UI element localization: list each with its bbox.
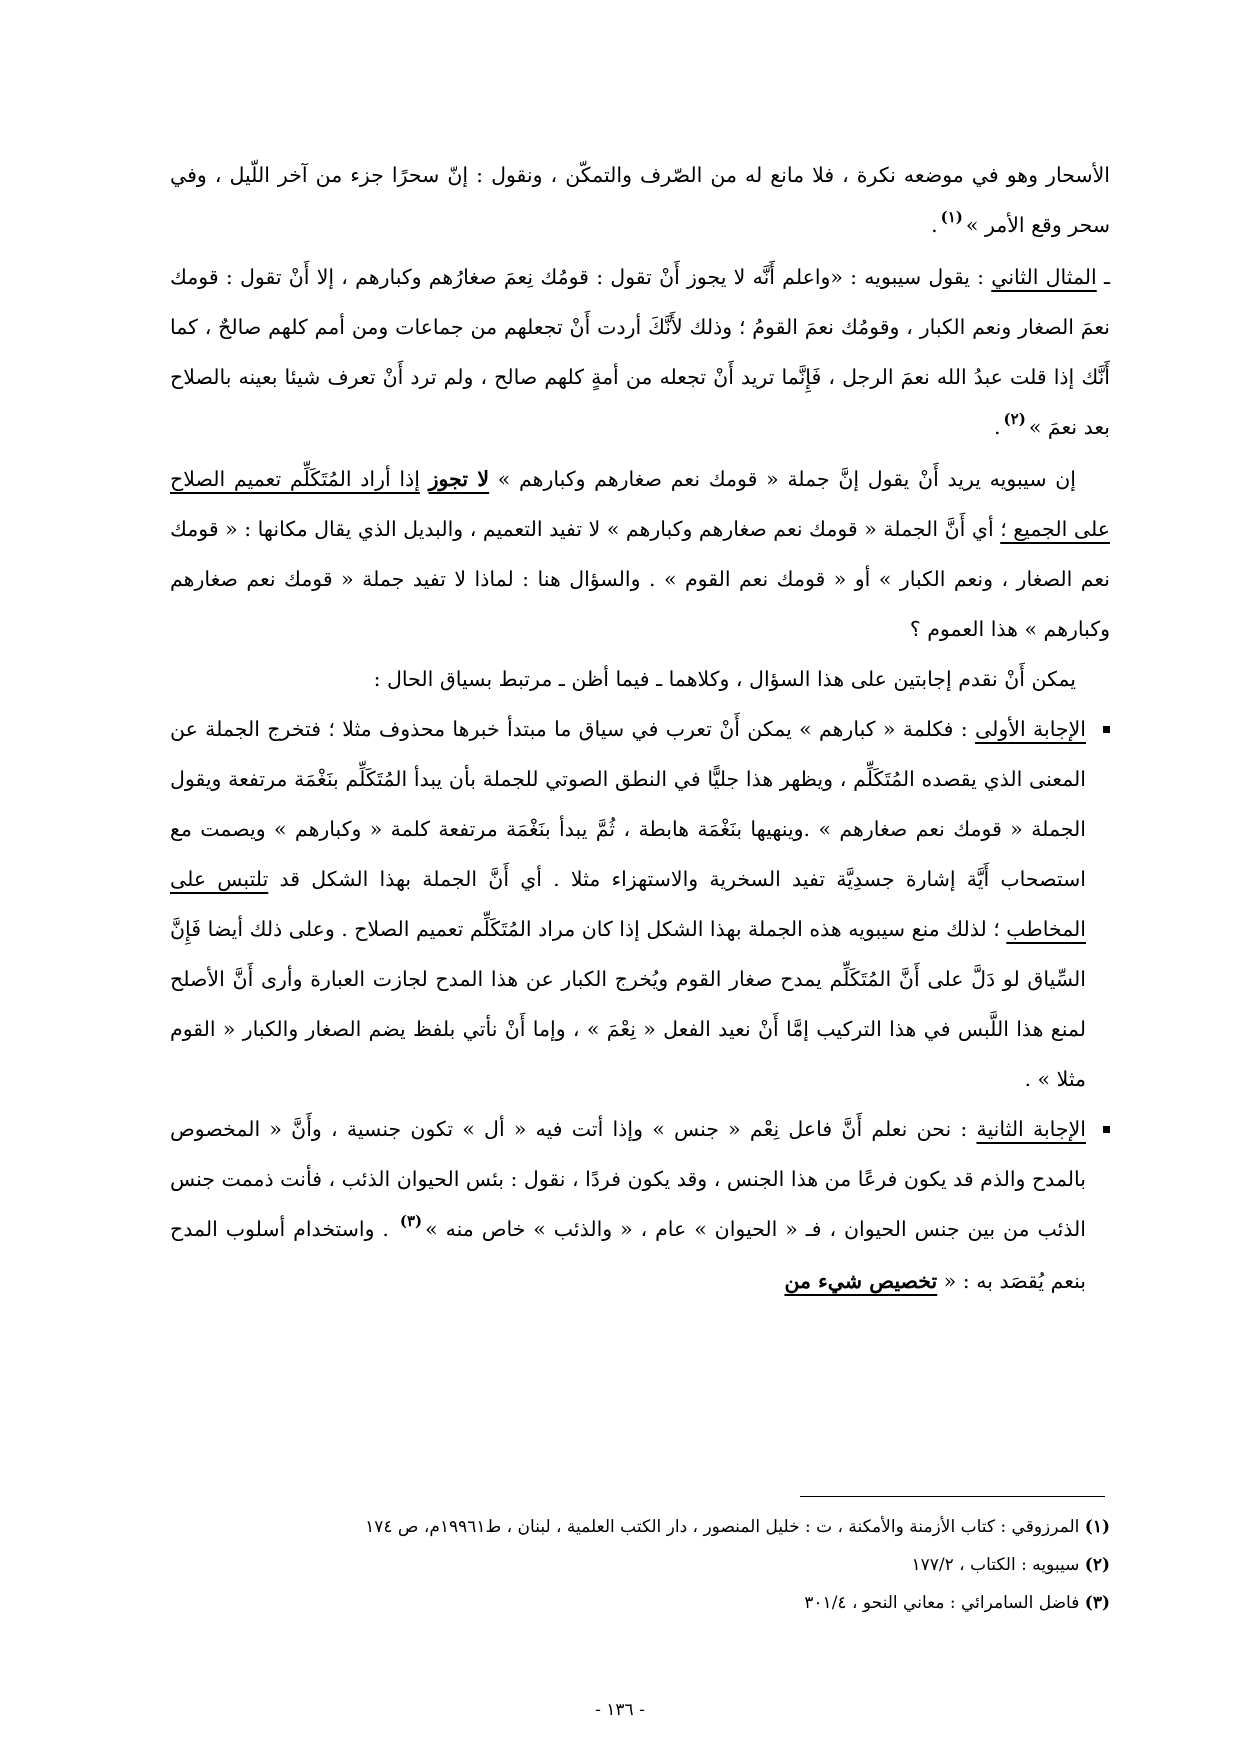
bullet-square-icon bbox=[1103, 726, 1110, 733]
footnote-ref-2: (٢) bbox=[1003, 410, 1026, 428]
emphasis-confuse: تلتبس على المخاطب bbox=[170, 867, 1086, 941]
emphasis-specify: تخصيص شيء من bbox=[784, 1269, 938, 1293]
page-number: - ١٣٦ - bbox=[595, 1700, 645, 1720]
footnote-ref-3: (٣) bbox=[399, 1212, 423, 1230]
list-item: الإجابة الأولى : فكلمة « كبارهم » يمكن أَنْ تعرب في سياق ما مبتدأ خبرها محذوف مثلا ؛ فتخرج الجملة عن المعنى الذي يقصده المُتَكَلِّم ، ويظهر هذا جليًّا في النطق الصوتي للجملة بأن يبدأ المُتَكَلِّم بنَغْمَة مرتفعة ويقول الجملة « قومك نعم صغارهم » .وينهيها بنَغْمَة هابطة ، ثُمَّ يبدأ بنَغْمَة مرتفعة كلمة « وكبارهم » ويصمت مع استصحاب أَيَّة إشارة جسدِيَّة تفيد السخرية والاستهزاء مثلا . أي أَنَّ الجملة بهذا الشكل قد تلتبس على المخاطب ؛ لذلك منع سيبويه هذه الجملة بهذا الشكل إذا كان مراد المُتَكَلِّم تعميم الصلاح . وعلى ذلك أيضا فَإِنَّ السِّياق لو دَلَّ على أَنَّ المُتَكَلِّم يمدح صغار القوم ويُخرج الكبار عن هذا المدح لجازت العبارة وأرى أَنَّ الأصلح لمنع هذا اللَّبس في هذا التركيب إمَّا أَنْ نعيد الفعل « نِعْمَ » ، وإما أَنْ نأتي بلفظ يضم الصغار والكبار « القوم مثلا » . bbox=[170, 704, 1110, 1104]
footnotes bbox=[170, 1508, 1110, 1622]
paragraph-1: الأسحار وهو في موضعه نكرة ، فلا مانع له من الصّرف والتمكّن ، ونقول : إنّ سحرًا جزء من آخر اللّيل ، وفي سحر وقع الأمر »$^{(١)}$. bbox=[170, 163, 1110, 237]
emphasis-generalize: إذا أراد المُتَكَلِّم تعميم الصلاح على الجميع ؛ bbox=[170, 467, 1110, 541]
footnote-ref-1: (١) bbox=[940, 208, 963, 226]
answer-1-label: الإجابة الأولى bbox=[975, 717, 1086, 741]
footnote-2: (٢) سيبويه : الكتاب ، ١٧٧/٢ bbox=[911, 1555, 1110, 1575]
answer-2-label: الإجابة الثانية bbox=[976, 1117, 1086, 1141]
list-item: الإجابة الثانية : نحن نعلم أَنَّ فاعل نِعْم « جنس » وإذا أتت فيه « أل » تكون جنسية ، وأَنَّ « المخصوص بالمدح والذم قد يكون فرعًا من هذا الجنس ، وقد يكون فردًا ، نقول : بئس الحيوان الذئب ، فأنت ذممت جنس الذئب من بين جنس الحيوان ، فـ « الحيوان » عام ، « والذئب » خاص منه »$^{(٣)}$ . واستخدام أسلوب المدح بنعم يُقصَد به : « تخصيص شيء من bbox=[170, 1104, 1110, 1306]
paragraph-4: يمكن أَنْ نقدم إجابتين على هذا السؤال ، وكلاهما ـ فيما أظن ـ مرتبط بسياق الحال : bbox=[373, 667, 1076, 691]
paragraph-3: إن سيبويه يريد أَنْ يقول إنَّ جملة « قومك نعم صغارهم وكبارهم » لا تجوز إذا أراد المُتَكَلِّم تعميم الصلاح على الجميع ؛ أي أَنَّ الجملة « قومك نعم صغارهم وكبارهم » لا تفيد التعميم ، والبديل الذي يقال مكانها : « قومك نعم الصغار ، ونعم الكبار » أو « قومك نعم القوم » . والسؤال هنا : لماذا لا تفيد جملة « قومك نعم صغارهم وكبارهم » هذا العموم ؟ bbox=[170, 467, 1110, 641]
answers-list bbox=[170, 704, 1110, 1306]
footnote-3: (٣) فاضل السامرائي : معاني النحو ، ٣٠١/٤ bbox=[804, 1593, 1110, 1613]
bullet-square-icon bbox=[1103, 1126, 1110, 1133]
emphasis-not-allowed: لا تجوز bbox=[428, 467, 490, 491]
footnote-1: (١) المرزوقي : كتاب الأزمنة والأمكنة ، ت : خليل المنصور ، دار الكتب العلمية ، لبنان ، ط١٩٩٦١م، ص ١٧٤ bbox=[365, 1517, 1110, 1537]
footnote-divider bbox=[800, 1496, 1105, 1497]
body-text bbox=[170, 150, 1110, 1306]
paragraph-2: ـ المثال الثاني : يقول سيبويه : «واعلم أَنَّه لا يجوز أَنْ تقول : قومُك نِعمَ صغارُهم وكبارهم ، إلا أَنْ تقول : قومك نعمَ الصغار ونعم الكبار ، وقومُك نعمَ القومُ ؛ وذلك لأَنَّكَ أردت أَنْ تجعلهم من جماعات ومن أمم كلهم صالحٌ ، كما أَنَّك إذا قلت عبدُ الله نعمَ الرجل ، فَإِنَّما تريد أَنْ تجعله من أمةٍ كلهم صالح ، ولم ترد أَنْ تعرف شيئا بعينه بالصلاح بعد نعمَ »$^{(٢)}$. bbox=[170, 265, 1110, 439]
example-heading: المثال الثاني bbox=[991, 265, 1097, 289]
